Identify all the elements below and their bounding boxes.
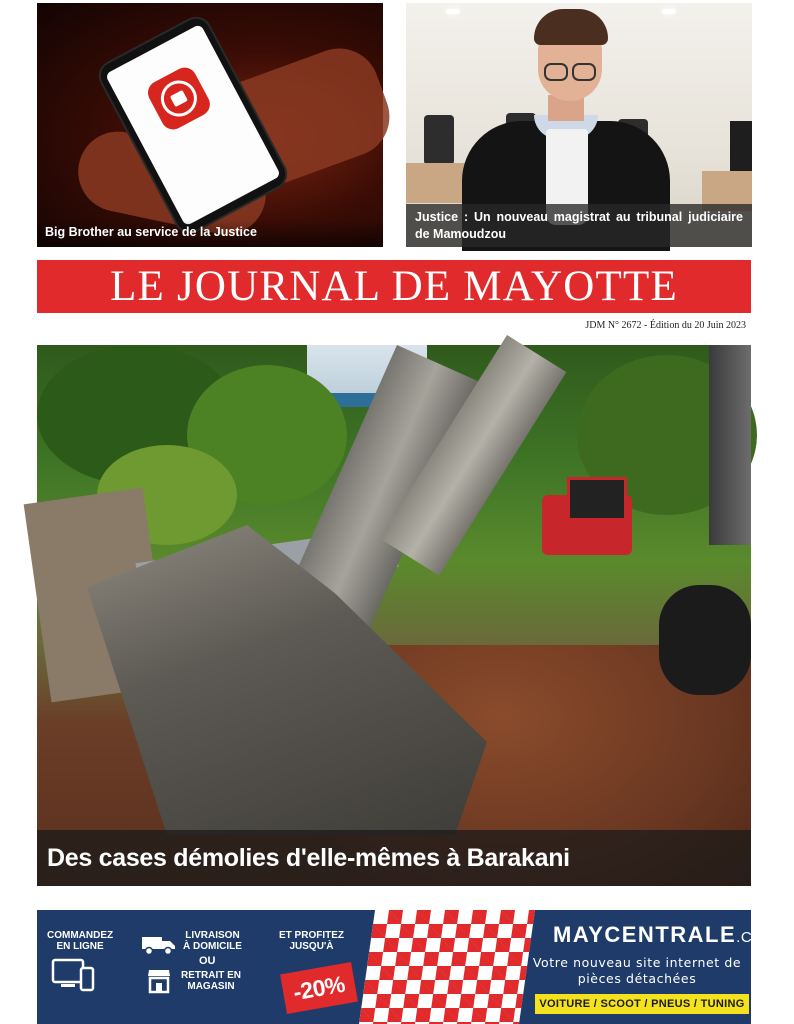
story-caption: Justice : Un nouveau magistrat au tribunal judiciaire de Mamoudzou bbox=[406, 204, 752, 247]
lock-app-icon bbox=[144, 63, 214, 133]
excavator-cab-shape bbox=[709, 345, 751, 545]
checkered-flag-graphic bbox=[359, 910, 535, 1024]
chair-shape bbox=[424, 115, 454, 165]
main-story-photo[interactable] bbox=[37, 345, 751, 886]
masthead-title: LE JOURNAL DE MAYOTTE bbox=[37, 260, 751, 313]
devices-icon bbox=[51, 958, 95, 992]
main-headline: Des cases démolies d'elle-mêmes à Barakani bbox=[37, 830, 751, 886]
ad-or: OU bbox=[199, 955, 216, 967]
story-card-magistrat[interactable] bbox=[406, 3, 752, 247]
maycentrale-ad[interactable] bbox=[37, 910, 778, 1024]
monitor-shape bbox=[730, 121, 752, 171]
story-caption: Big Brother au service de la Justice bbox=[37, 220, 383, 247]
ad-store-pickup: RETRAIT EN MAGASIN bbox=[181, 970, 241, 992]
ad-categories: VOITURE / SCOOT / PNEUS / TUNING bbox=[535, 994, 749, 1014]
ad-order-online: COMMANDEZ EN LIGNE bbox=[47, 930, 114, 952]
store-icon bbox=[147, 968, 171, 994]
edition-info: JDM N° 2672 - Édition du 20 Juin 2023 bbox=[585, 320, 746, 331]
discount-badge: -20% bbox=[280, 962, 358, 1014]
ad-brand: MAYCENTRALE.COM bbox=[553, 922, 778, 947]
ad-enjoy: ET PROFITEZ JUSQU'À bbox=[279, 930, 344, 952]
ad-tagline: Votre nouveau site internet de pièces détachées bbox=[532, 955, 742, 986]
ad-delivery: LIVRAISON À DOMICILE bbox=[183, 930, 242, 952]
story-card-big-brother[interactable] bbox=[37, 3, 383, 247]
delivery-truck-icon bbox=[141, 934, 177, 956]
tire-shape bbox=[659, 585, 751, 695]
